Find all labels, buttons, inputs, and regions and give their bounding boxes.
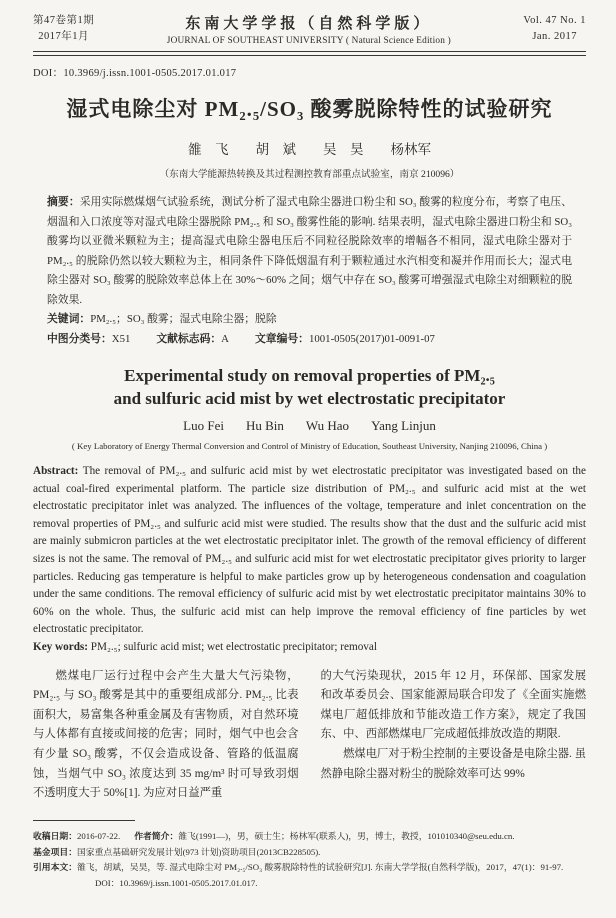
doi-line: DOI：10.3969/j.issn.1001-0505.2017.01.017	[33, 68, 237, 79]
body-paragraph: 燃煤电厂对于粉尘控制的主要设备是电除尘器. 虽然静电除尘器对粉尘的脱除效率可达 99%	[320, 747, 586, 780]
clc-value: X51	[111, 332, 131, 345]
masthead-volume-en	[523, 13, 586, 45]
date-cn: 2017年1月	[38, 31, 89, 42]
footnote-divider	[33, 820, 135, 821]
article-title-en	[33, 364, 586, 410]
authors-cn	[33, 138, 586, 158]
abstract-en-text: The removal of PM₂.₅ and sulfuric acid mist by wet electrostatic precipitator was investigated based on the actual coal-fired experimental platform. The particle size distribution of PM₂.₅ and sulfuric acid mist at the wet electrostatic precipitator inlet was analyzed. The influences of the voltage, temperature and inlet concentration on the removal properties of PM₂.₅ and sulfuric acid mist were studied. The results show that the dust and the sulfuric acid mist are mainly submicron particles at the wet electrostatic precipitator inlet. The growth of the removal efficiency of different sizes is not the same. The removal of PM₂.₅ and sulfuric acid mist for wet electrostatic precipitator gives priority to larger particles. Reducing gas temperature is helpful to make particles grow up by heterogeneous condensation and coagulation under the same conditions. The removal efficiency of sulfuric acid mist by wet electrostatic precipitator maintains 30% to 60% on the whole. Thus, the sulfuric acid mist can help improve the removal efficiency of fine particles by wet electrostatic precipitator.	[33, 465, 586, 636]
body-paragraph: 的大气污染现状，2015 年 12 月，环保部、国家发展和改革委员会、国家能源局联合印发了《全面实施燃煤电厂超低排放和节能改造工作方案》，规定了我国东、中、西部燃煤电厂完成超低排放改造的期限.	[320, 669, 586, 741]
volume-issue-en: Vol. 47 No. 1	[523, 15, 586, 26]
received-date: 2016-07-22.	[77, 831, 121, 841]
article-no-value: 1001-0505(2017)01-0091-07	[308, 332, 435, 345]
doc-code-pair	[156, 333, 229, 345]
citation-text: 雒飞，胡斌，吴昊，等. 湿式电除尘对 PM₂.₅/SO₃ 酸雾脱除特性的试验研究[J]. 东南大学学报(自然科学版)，2017，47(1)：91-97. DOI：10.3969/j.issn.1001-0505.2017.01.017.	[77, 862, 564, 888]
doc-code-label: 文献标志码：	[156, 332, 222, 345]
author-en: Hu Bin	[245, 418, 284, 433]
author-en: Wu Hao	[305, 418, 350, 433]
affiliation-cn: （东南大学能源热转换及其过程测控教育部重点试验室，南京 210096）	[159, 169, 460, 180]
clc-label: 中图分类号：	[47, 332, 112, 345]
body-column-left	[33, 667, 299, 804]
author-en: Luo Fei	[183, 418, 224, 433]
keywords-en-text: PM₂.₅; sulfuric acid mist; wet electrostatic precipitator; removal	[90, 640, 377, 653]
footnote-received-bio	[33, 829, 586, 845]
abstract-en-label: Abstract:	[33, 465, 83, 477]
abstract-en	[33, 463, 586, 639]
keywords-cn-text: PM₂.₅；SO₃ 酸雾；湿式电除尘器；脱除	[90, 313, 277, 325]
author-cn: 雒 飞	[188, 142, 229, 157]
affiliation-en: ( Key Laboratory of Energy Thermal Conversion and Control of Ministry of Education, Southeast University, Nanjing 210096, China )	[71, 441, 548, 451]
article-title-cn: 湿式电除尘对 PM₂.₅/SO₃ 酸雾脱除特性的试验研究	[66, 97, 553, 121]
body-columns	[33, 667, 586, 804]
abstract-cn	[47, 193, 572, 310]
journal-masthead	[33, 12, 586, 46]
journal-name-en: JOURNAL OF SOUTHEAST UNIVERSITY ( Natural Science Edition )	[166, 36, 451, 46]
authors-en	[33, 418, 586, 434]
body-paragraph: 燃煤电厂运行过程中会产生大量大气污染物，PM₂.₅ 与 SO₃ 酸雾是其中的重要组成部分. PM₂.₅ 比表面积大，易富集各种重金属及有害物质，对自然环境与人体都有直接或间接的危害；同时，烟气中也会含有少量 SO₃ 酸雾，不仅会造成设备、管路的低温腐蚀，当烟气中 SO₃ 浓度达到 35 mg/m³ 时可导致羽烟不透明度大于 50%[1]. 为应对日益严重	[33, 669, 299, 800]
title-en-line1: Experimental study on removal properties of PM₂.₅	[124, 366, 495, 385]
bio-label: 作者简介：	[134, 831, 179, 841]
author-cn: 吴 昊	[323, 142, 364, 157]
author-cn: 杨林军	[390, 142, 431, 157]
footnote-citation	[33, 860, 586, 891]
volume-issue-cn: 第47卷第1期	[33, 15, 95, 26]
abstract-cn-text: 采用实际燃煤烟气试验系统，测试分析了湿式电除尘器进口粉尘和 SO₃ 酸雾的粒度分布，考察了电压、烟温和入口浓度等对湿式电除尘器脱除 PM₂.₅ 和 SO₃ 酸雾性能的影响. 结果表明，湿式电除尘器进口粉尘和 SO₃ 酸雾均以亚微米颗粒为主；提高湿式电除尘器电压后不同粒径脱除效率的增幅各不相同，湿式电除尘器对于 PM₂.₅ 的脱除仍然以较大颗粒为主，相同条件下降低烟温有利于颗粒通过水汽相变和凝并作用而长大；湿式电除尘器对 SO₃ 酸雾的脱除效率总体上在 30%～60% 之间；烟气中存在 SO₃ 酸雾可增强湿式电除尘对细颗粒的脱除效果.	[47, 196, 572, 306]
author-cn: 胡 斌	[255, 142, 296, 157]
keywords-cn	[47, 310, 572, 330]
article-no-label: 文章编号：	[254, 332, 309, 345]
keywords-cn-label: 关键词：	[47, 313, 91, 325]
abstract-cn-label: 摘要：	[47, 196, 80, 208]
clc-pair	[47, 333, 130, 345]
title-en-line2: and sulfuric acid mist by wet electrostatic precipitator	[113, 389, 506, 408]
masthead-volume-cn	[33, 13, 94, 45]
masthead-divider	[33, 51, 586, 56]
keywords-en-label: Key words:	[33, 640, 91, 653]
body-column-right	[321, 667, 587, 804]
citation-label: 引用本文：	[33, 862, 77, 872]
received-label: 收稿日期：	[33, 831, 77, 841]
footnote-block	[33, 820, 586, 891]
keywords-en	[33, 639, 586, 657]
date-en: Jan. 2017	[532, 31, 578, 42]
bio-text: 雒飞(1991—)，男，硕士生；杨林军(联系人)，男，博士，教授，101010340@seu.edu.cn.	[178, 831, 515, 841]
fund-label: 基金项目：	[33, 846, 77, 857]
masthead-journal-name	[94, 12, 523, 46]
classification-row	[47, 330, 572, 350]
article-no-pair	[255, 333, 435, 345]
footnote-fund	[33, 845, 586, 861]
journal-name-cn: 东南大学学报（自然科学版）	[185, 16, 433, 32]
fund-text: 国家重点基础研究发展计划(973 计划)资助项目(2013CB228505).	[77, 846, 321, 857]
author-en: Yang Linjun	[371, 418, 436, 433]
doc-code-value: A	[221, 332, 229, 345]
